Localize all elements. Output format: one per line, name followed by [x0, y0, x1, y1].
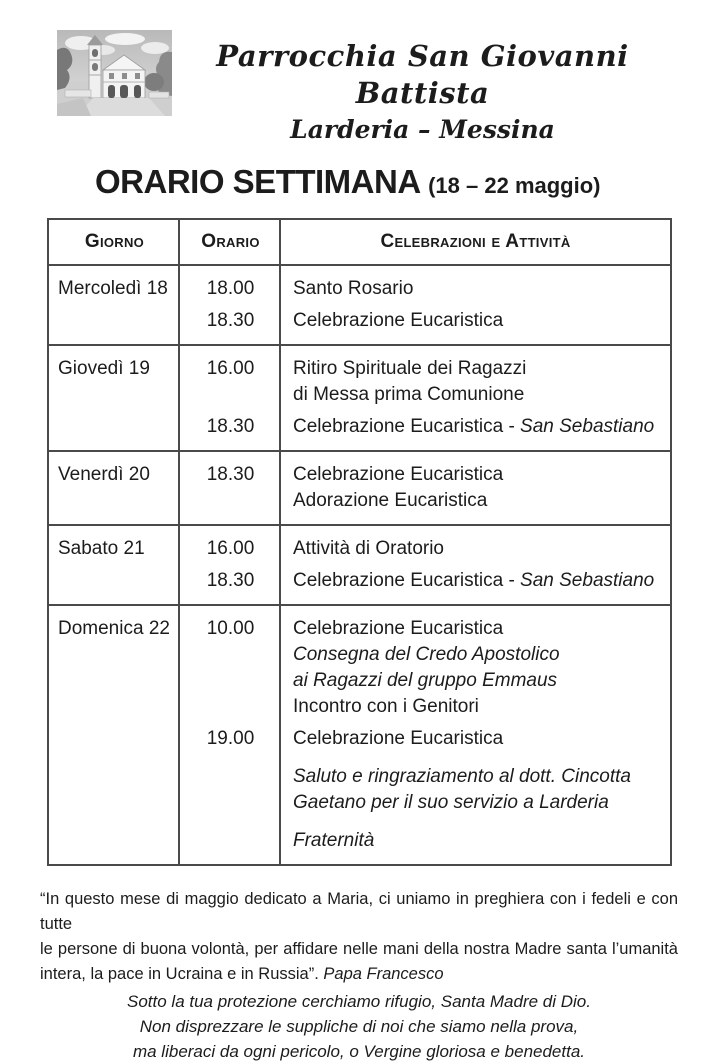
- activity-text: Celebrazione Eucaristica: [293, 618, 504, 639]
- schedule-entry: [180, 276, 670, 302]
- activity-text: Celebrazione Eucaristica -: [293, 570, 521, 591]
- activity-text: Consegna del Credo Apostolico: [293, 644, 560, 665]
- table-row: [49, 524, 670, 604]
- activity-text: Incontro con i Genitori: [293, 696, 479, 717]
- time-cell: 10.00: [206, 618, 255, 639]
- activity-line: [293, 726, 662, 752]
- marian-prayer: [0, 989, 718, 1064]
- activity-line: [293, 308, 662, 334]
- activity-cell: [281, 308, 670, 334]
- activity-line: [293, 414, 662, 440]
- prayer-line: Non disprezzare le suppliche di noi che siamo nella prova,: [139, 1017, 579, 1036]
- activity-text: San Sebastiano: [520, 416, 655, 437]
- schedule-entry: [180, 726, 670, 854]
- quote-line-text: intera, la pace in Ucraina e in Russia”.: [40, 965, 324, 983]
- activity-line: [293, 462, 662, 488]
- day-cell: Sabato 21: [58, 538, 145, 559]
- time-cell: 18.30: [206, 416, 255, 437]
- table-row: [49, 604, 670, 864]
- activity-cell: [281, 568, 670, 594]
- page-title: [95, 163, 678, 201]
- schedule-entry: [180, 308, 670, 334]
- table-row: [49, 266, 670, 344]
- activity-text: Celebrazione Eucaristica: [293, 310, 504, 331]
- schedule-table: [47, 218, 672, 866]
- activity-cell: [281, 462, 670, 514]
- activity-line: [293, 828, 662, 854]
- activity-text: Santo Rosario: [293, 278, 414, 299]
- entry-list: [180, 276, 670, 334]
- table-header: [49, 220, 670, 266]
- prayer-line: ma liberaci da ogni pericolo, o Vergine gloriosa e benedetta.: [132, 1042, 586, 1061]
- activity-line: [293, 276, 662, 302]
- time-cell: 18.30: [206, 464, 255, 485]
- schedule-entry: [180, 536, 670, 562]
- activity-cell: [281, 414, 670, 440]
- activity-text: Adorazione Eucaristica: [293, 490, 488, 511]
- quote-attribution: Papa Francesco: [323, 965, 444, 983]
- activity-line: [293, 642, 662, 668]
- activity-text: Saluto e ringraziamento al dott. Cincotta: [293, 766, 631, 787]
- column-header-celebrazioni: Celebrazioni e Attività: [380, 231, 571, 252]
- parish-header: [172, 30, 673, 147]
- activity-text: Fraternità: [293, 830, 375, 851]
- day-cell: Domenica 22: [58, 618, 170, 639]
- activity-text: Celebrazione Eucaristica: [293, 464, 504, 485]
- schedule-entry: [180, 414, 670, 440]
- activity-line: [293, 488, 662, 514]
- activity-line: [293, 616, 662, 642]
- table-row: [49, 450, 670, 524]
- schedule-entry: [180, 356, 670, 408]
- church-photo: [57, 30, 172, 116]
- quote-line: [40, 962, 678, 987]
- entry-list: [180, 536, 670, 594]
- activity-text: Celebrazione Eucaristica: [293, 728, 504, 749]
- time-cell: 18.00: [206, 278, 255, 299]
- activity-cell: [281, 276, 670, 302]
- table-row: [49, 344, 670, 450]
- activity-cell: [281, 616, 670, 720]
- activity-text: San Sebastiano: [520, 570, 655, 591]
- time-cell: 19.00: [206, 728, 255, 749]
- activity-line: [293, 568, 662, 594]
- activity-line: [293, 694, 662, 720]
- activity-text: Ritiro Spirituale dei Ragazzi: [293, 358, 527, 379]
- day-cell: Venerdì 20: [58, 464, 150, 485]
- prayer-line: Sotto la tua protezione cerchiamo rifugio, Santa Madre di Dio.: [127, 992, 591, 1011]
- activity-cell: [281, 356, 670, 408]
- time-cell: 16.00: [206, 538, 255, 559]
- activity-text: Celebrazione Eucaristica -: [293, 416, 521, 437]
- table-body: [49, 266, 670, 864]
- quote-line: le persone di buona volontà, per affidare nelle mani della nostra Madre santa l’umanità: [40, 940, 678, 958]
- time-cell: 18.30: [206, 310, 255, 331]
- activity-line: [293, 790, 662, 816]
- parish-location: Larderia – Messina: [290, 115, 555, 144]
- column-header-giorno: Giorno: [84, 231, 145, 252]
- activity-text: Attività di Oratorio: [293, 538, 444, 559]
- entry-list: [180, 462, 670, 514]
- entry-list: [180, 616, 670, 854]
- activity-line: [293, 668, 662, 694]
- activity-text: ai Ragazzi del gruppo Emmaus: [293, 670, 558, 691]
- activity-line: [293, 382, 662, 408]
- activity-line: [293, 356, 662, 382]
- quote-line: “In questo mese di maggio dedicato a Maria, ci uniamo in preghiera con i fedeli e con tutte: [40, 890, 678, 933]
- page-title-text: ORARIO SETTIMANA: [95, 163, 420, 200]
- time-cell: 18.30: [206, 570, 255, 591]
- activity-cell: [281, 536, 670, 562]
- column-divider: [279, 220, 281, 864]
- entry-list: [180, 356, 670, 440]
- day-cell: Giovedì 19: [58, 358, 150, 379]
- activity-line: [293, 536, 662, 562]
- day-cell: Mercoledì 18: [58, 278, 168, 299]
- page-title-date-range: (18 – 22 maggio): [428, 173, 601, 198]
- schedule-entry: [180, 616, 670, 720]
- activity-cell: [281, 726, 670, 854]
- activity-text: di Messa prima Comunione: [293, 384, 525, 405]
- column-header-orario: Orario: [201, 231, 260, 252]
- schedule-entry: [180, 568, 670, 594]
- pope-quote: [40, 887, 678, 987]
- column-divider: [178, 220, 180, 864]
- activity-text: Gaetano per il suo servizio a Larderia: [293, 792, 609, 813]
- page-header: [0, 0, 718, 147]
- parish-name: Parrocchia San Giovanni Battista: [216, 39, 629, 110]
- schedule-entry: [180, 462, 670, 514]
- activity-line: [293, 764, 662, 790]
- time-cell: 16.00: [206, 358, 255, 379]
